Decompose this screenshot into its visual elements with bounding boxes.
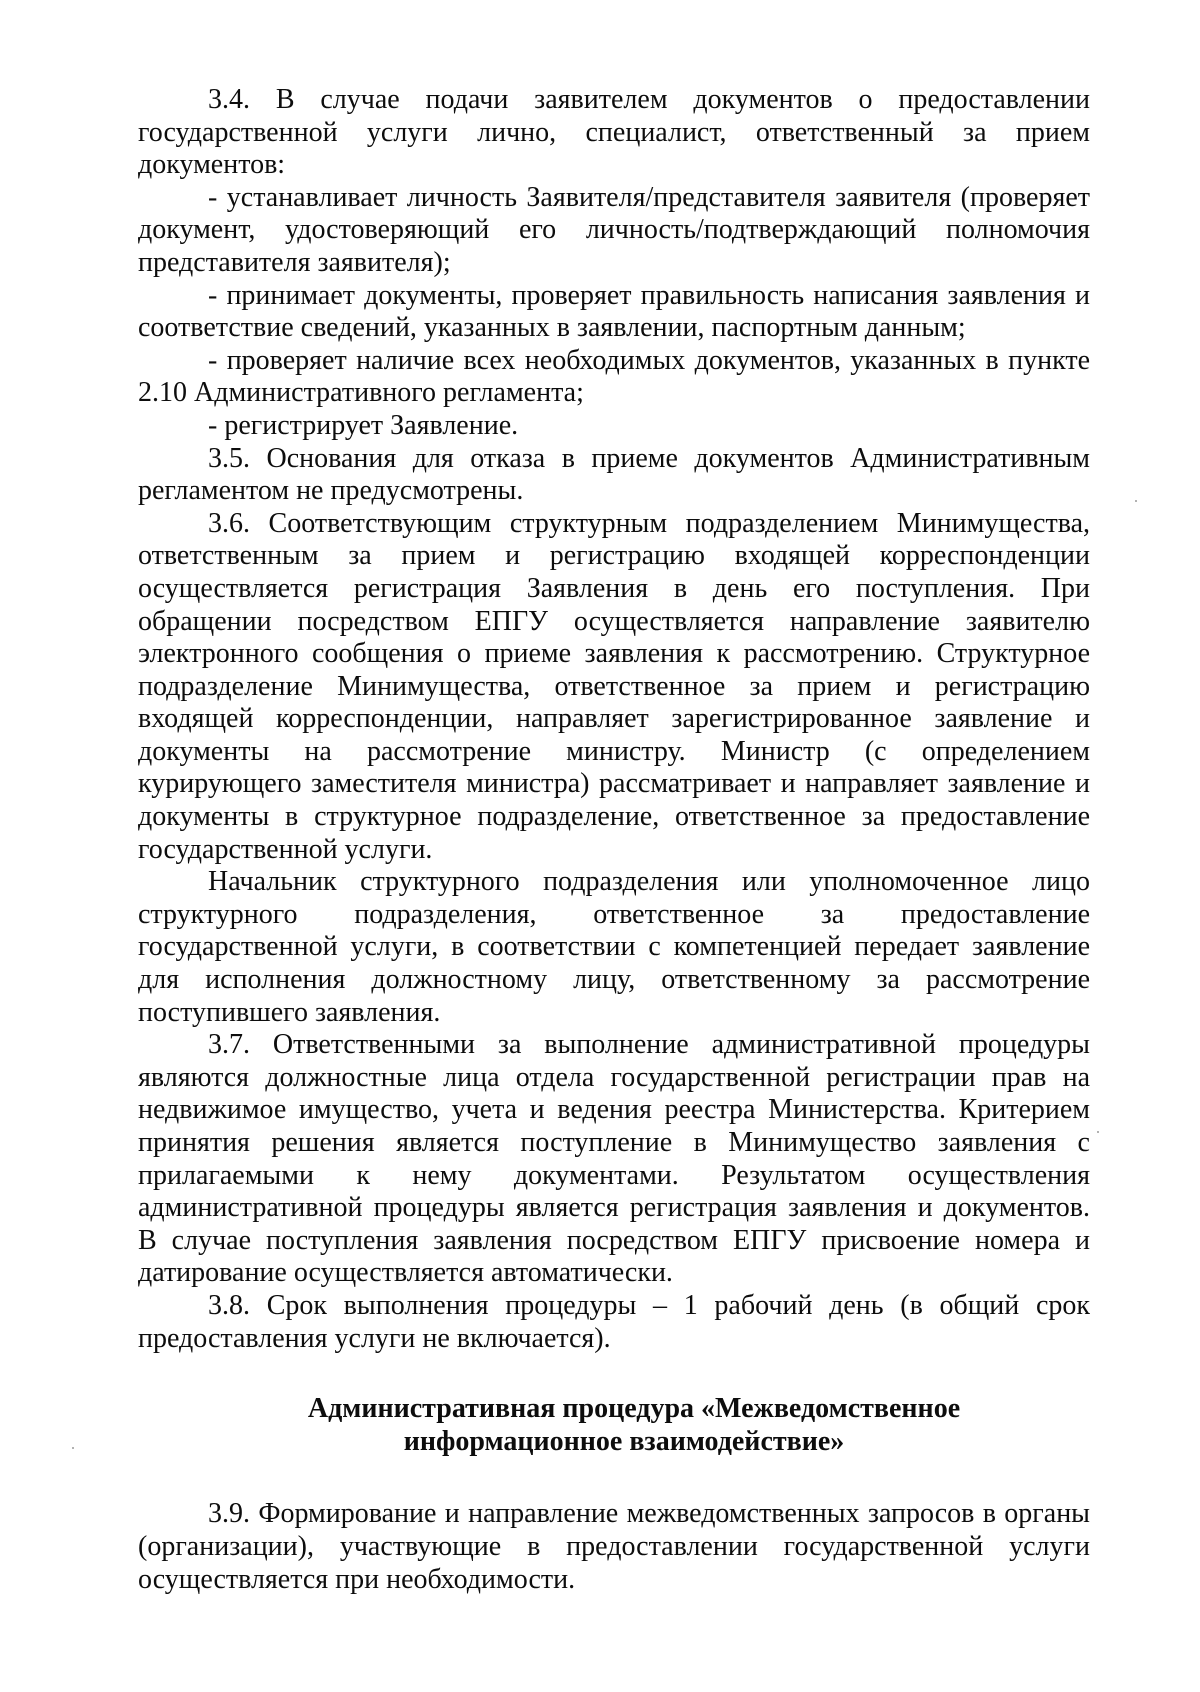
paragraph-3-9: 3.9. Формирование и направление межведомственных запросов в органы (организации), участвующие в предоставлении государственной услуги осуществляется при необходимости. xyxy=(138,1498,1090,1595)
paragraph-list-item: - принимает документы, проверяет правильность написания заявления и соответствие сведений, указанных в заявлении, паспортным данным; xyxy=(138,279,1090,344)
section-heading xyxy=(138,1393,1090,1458)
paragraph-list-item: - проверяет наличие всех необходимых документов, указанных в пункте 2.10 Административного регламента; xyxy=(138,344,1090,409)
paragraph-3-6: 3.6. Соответствующим структурным подразделением Минимущества, ответственным за прием и регистрацию входящей корреспонденции осуществляется регистрация Заявления в день его поступления. При обращении посредством ЕПГУ осуществляется направление заявителю электронного сообщения о приеме заявления к рассмотрению. Структурное подразделение Минимущества, ответственное за прием и регистрацию входящей корреспонденции, направляет зарегистрированное заявление и документы на рассмотрение министру. Министр (с определением курирующего заместителя министра) рассматривает и направляет заявление и документы в структурное подразделение, ответственное за предоставление государственной услуги. xyxy=(138,507,1090,865)
section-heading-line-1: Административная процедура «Межведомственное xyxy=(307,1393,961,1425)
paragraph-list-item: - регистрирует Заявление. xyxy=(208,409,519,441)
section-heading-line-2: информационное взаимодействие» xyxy=(403,1425,845,1457)
scan-speck xyxy=(1135,500,1137,502)
scan-speck xyxy=(1097,1131,1099,1133)
paragraph-head-of-unit: Начальник структурного подразделения или уполномоченное лицо структурного подразделения, ответственное за предоставление государственной услуги, в соответствии с компетенцией передает заявление для исполнения должностному лицу, ответственному за рассмотрение поступившего заявления. xyxy=(138,866,1090,1028)
paragraph-3-4: 3.4. В случае подачи заявителем документов о предоставлении государственной услуги лично, специалист, ответственный за прием документов: xyxy=(138,84,1090,181)
paragraph-list-item: - устанавливает личность Заявителя/представителя заявителя (проверяет документ, удостоверяющий его личность/подтверждающий полномочия представителя заявителя); xyxy=(138,181,1090,278)
document-page xyxy=(138,84,1090,1596)
paragraph-3-5: 3.5. Основания для отказа в приеме документов Административным регламентом не предусмотрены. xyxy=(138,442,1090,507)
paragraph-3-7: 3.7. Ответственными за выполнение административной процедуры являются должностные лица отдела государственной регистрации прав на недвижимое имущество, учета и ведения реестра Министерства. Критерием принятия решения является поступление в Минимущество заявления с прилагаемыми к нему документами. Результатом осуществления административной процедуры является регистрация заявления и документов. В случае поступления заявления посредством ЕПГУ присвоение номера и датирование осуществляется автоматически. xyxy=(138,1029,1090,1289)
scan-speck xyxy=(72,1447,74,1449)
paragraph-3-8: 3.8. Срок выполнения процедуры – 1 рабочий день (в общий срок предоставления услуги не включается). xyxy=(138,1289,1090,1354)
